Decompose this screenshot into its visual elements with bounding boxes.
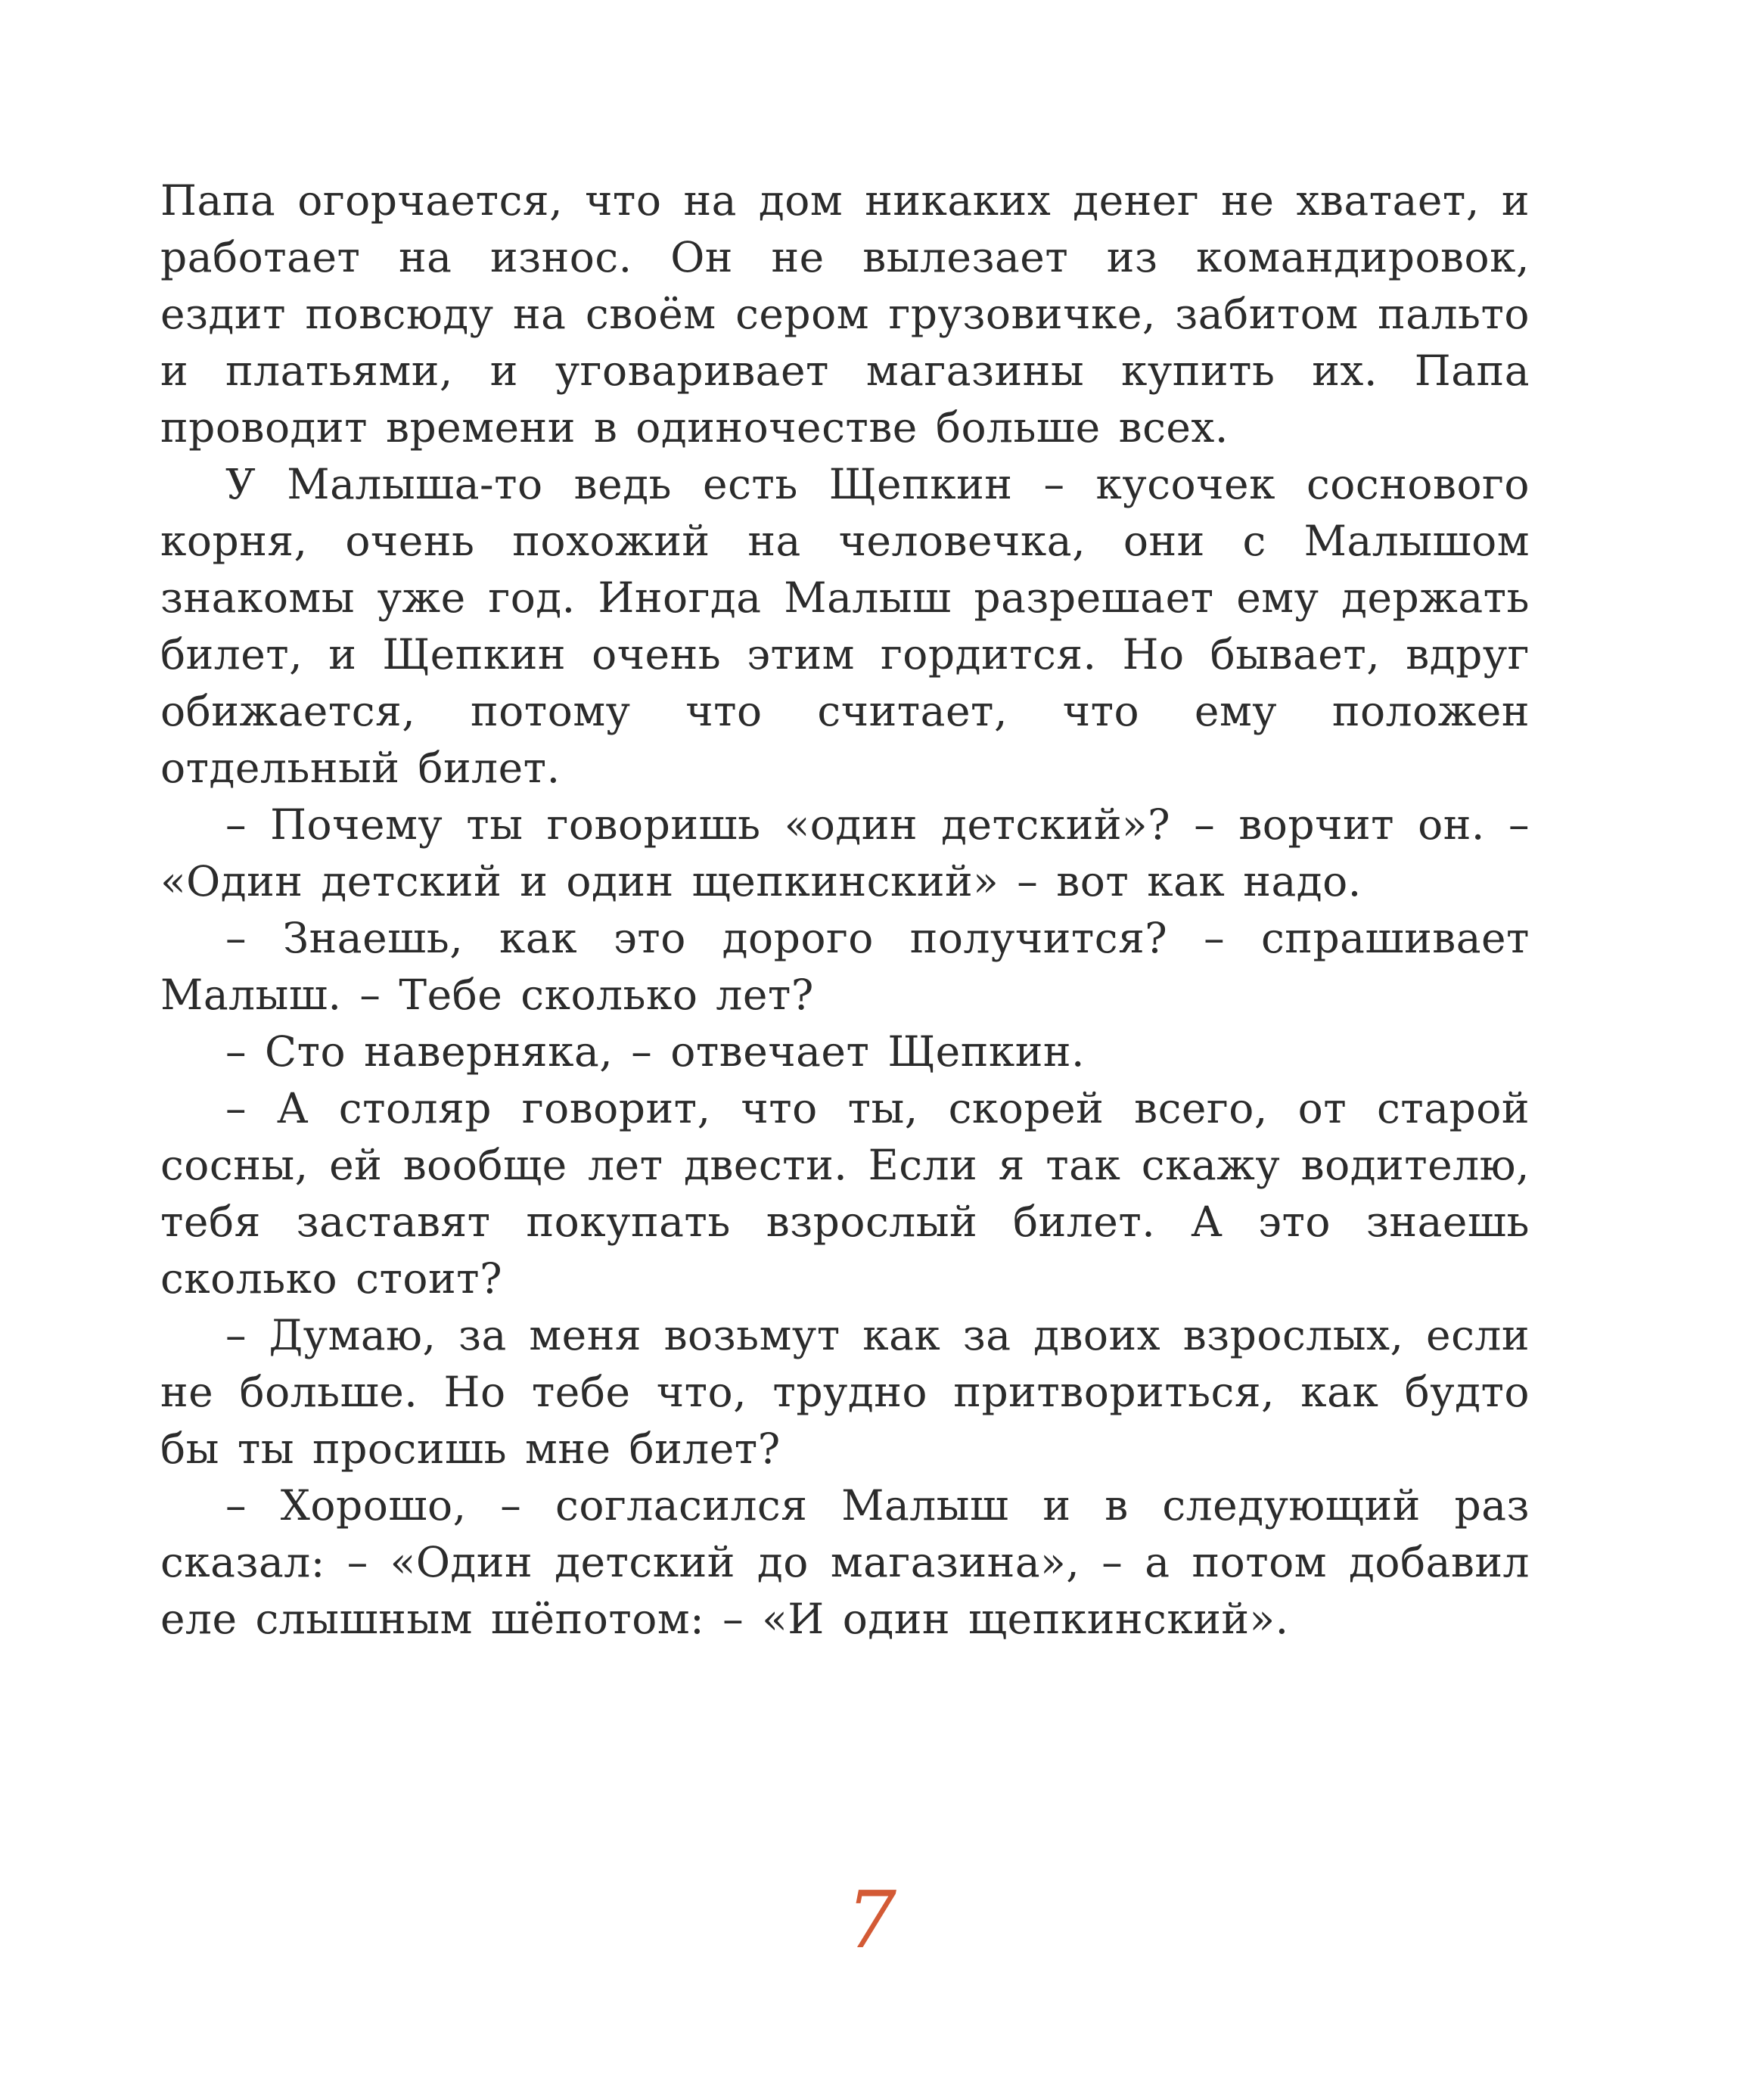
body-text <box>160 172 1530 1648</box>
paragraph-1: Папа огорчается, что на дом никаких денег не хватает, и работает на износ. Он не вылезает из командировок, ездит повсюду на своём сером грузовичке, забитом пальто и платьями, и уговаривает магазины купить их. Папа проводит времени в одиночестве больше всех. <box>160 176 1530 452</box>
paragraph-7: – Думаю, за меня возьмут как за двоих взрослых, если не больше. Но тебе что, трудно притвориться, как будто бы ты просишь мне билет? <box>160 1311 1530 1473</box>
paragraph-8: – Хорошо, – согласился Малыш и в следующий раз сказал: – «Один детский до магазина», – а потом добавил еле слышным шёпотом: – «И один щепкинский». <box>160 1481 1530 1643</box>
paragraph-3: – Почему ты говоришь «один детский»? – ворчит он. – «Один детский и один щепкинский» – вот как надо. <box>160 800 1530 906</box>
paragraph-6: – А столяр говорит, что ты, скорей всего, от старой сосны, ей вообще лет двести. Если я так скажу водителю, тебя заставят покупать взрослый билет. А это знаешь сколько стоит? <box>160 1084 1530 1303</box>
page-number: 7 <box>846 1874 897 1966</box>
paragraph-5: – Сто наверняка, – отвечает Щепкин. <box>225 1027 1086 1076</box>
paragraph-4: – Знаешь, как это дорого получится? – спрашивает Малыш. – Тебе сколько лет? <box>160 914 1530 1019</box>
paragraph-2: У Малыша-то ведь есть Щепкин – кусочек соснового корня, очень похожий на человечка, они с Малышом знакомы уже год. Иногда Малыш разрешает ему держать билет, и Щепкин очень этим гордится. Но бывает, вдруг обижается, потому что считает, что ему положен отдельный билет. <box>160 460 1530 792</box>
